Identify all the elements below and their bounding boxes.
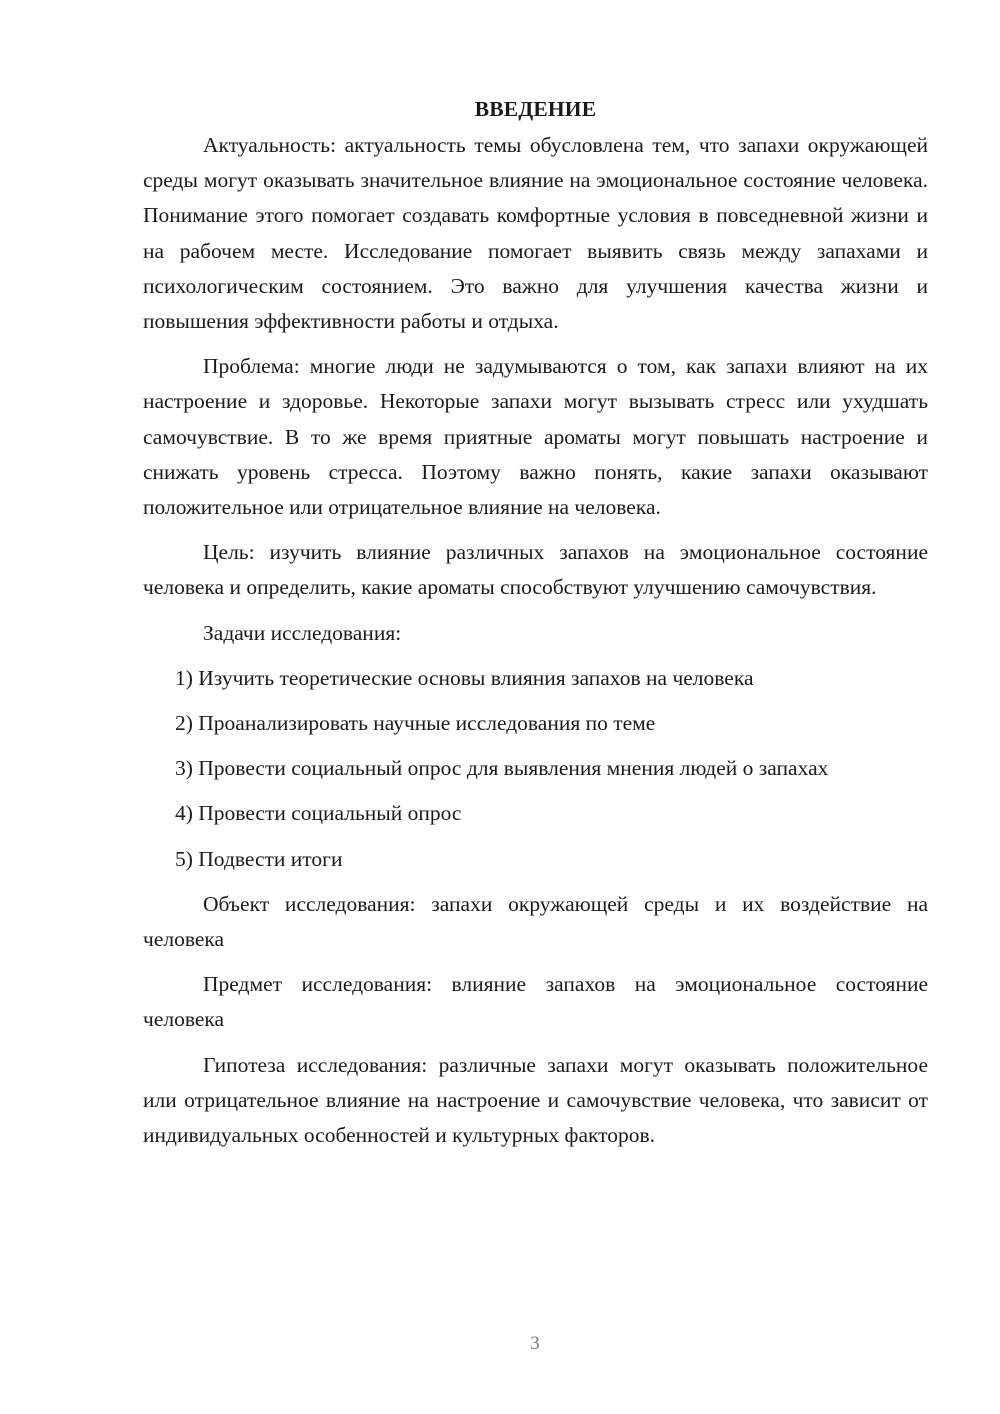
paragraph-hypothesis: Гипотеза исследования: различные запахи могут оказывать положительное или отрицательное влияние на настроение и самочувствие человека, что зависит от индивидуальных особенностей и культурных факторов. (143, 1052, 928, 1148)
list-item: 5) Подвести итоги (175, 846, 343, 871)
page-number: 3 (530, 1333, 540, 1354)
document-page (143, 92, 928, 1163)
list-item: 1) Изучить теоретические основы влияния запахов на человека (175, 665, 754, 690)
list-item: 2) Проанализировать научные исследования по теме (175, 711, 656, 736)
page-title: ВВЕДЕНИЕ (474, 97, 597, 121)
task-list (143, 661, 928, 877)
list-item: 3) Провести социальный опрос для выявления мнения людей о запахах (175, 756, 829, 781)
paragraph-relevance: Актуальность: актуальность темы обусловлена тем, что запахи окружающей среды могут оказывать значительное влияние на эмоциональное состояние человека. Понимание этого помогает создавать комфортные условия в повседневной жизни и на рабочем месте. Исследование помогает выявить связь между запахами и психологическим состоянием. Это важно для улучшения качества жизни и повышения эффективности работы и отдыха. (143, 133, 928, 334)
list-item: 4) Провести социальный опрос (175, 801, 462, 826)
paragraph-goal: Цель: изучить влияние различных запахов на эмоциональное состояние человека и определить, какие ароматы способствуют улучшению самочувствия. (143, 540, 928, 600)
paragraph-object: Объект исследования: запахи окружающей среды и их воздействие на человека (143, 891, 928, 952)
tasks-heading: Задачи исследования: (203, 620, 402, 645)
paragraph-problem: Проблема: многие люди не задумываются о том, как запахи влияют на их настроение и здоровье. Некоторые запахи могут вызывать стресс или ухудшать самочувствие. В то же время приятные ароматы могут повышать настроение и снижать уровень стресса. Поэтому важно понять, какие запахи оказывают положительное или отрицательное влияние на человека. (143, 354, 928, 520)
paragraph-subject: Предмет исследования: влияние запахов на эмоциональное состояние человека (143, 972, 928, 1032)
